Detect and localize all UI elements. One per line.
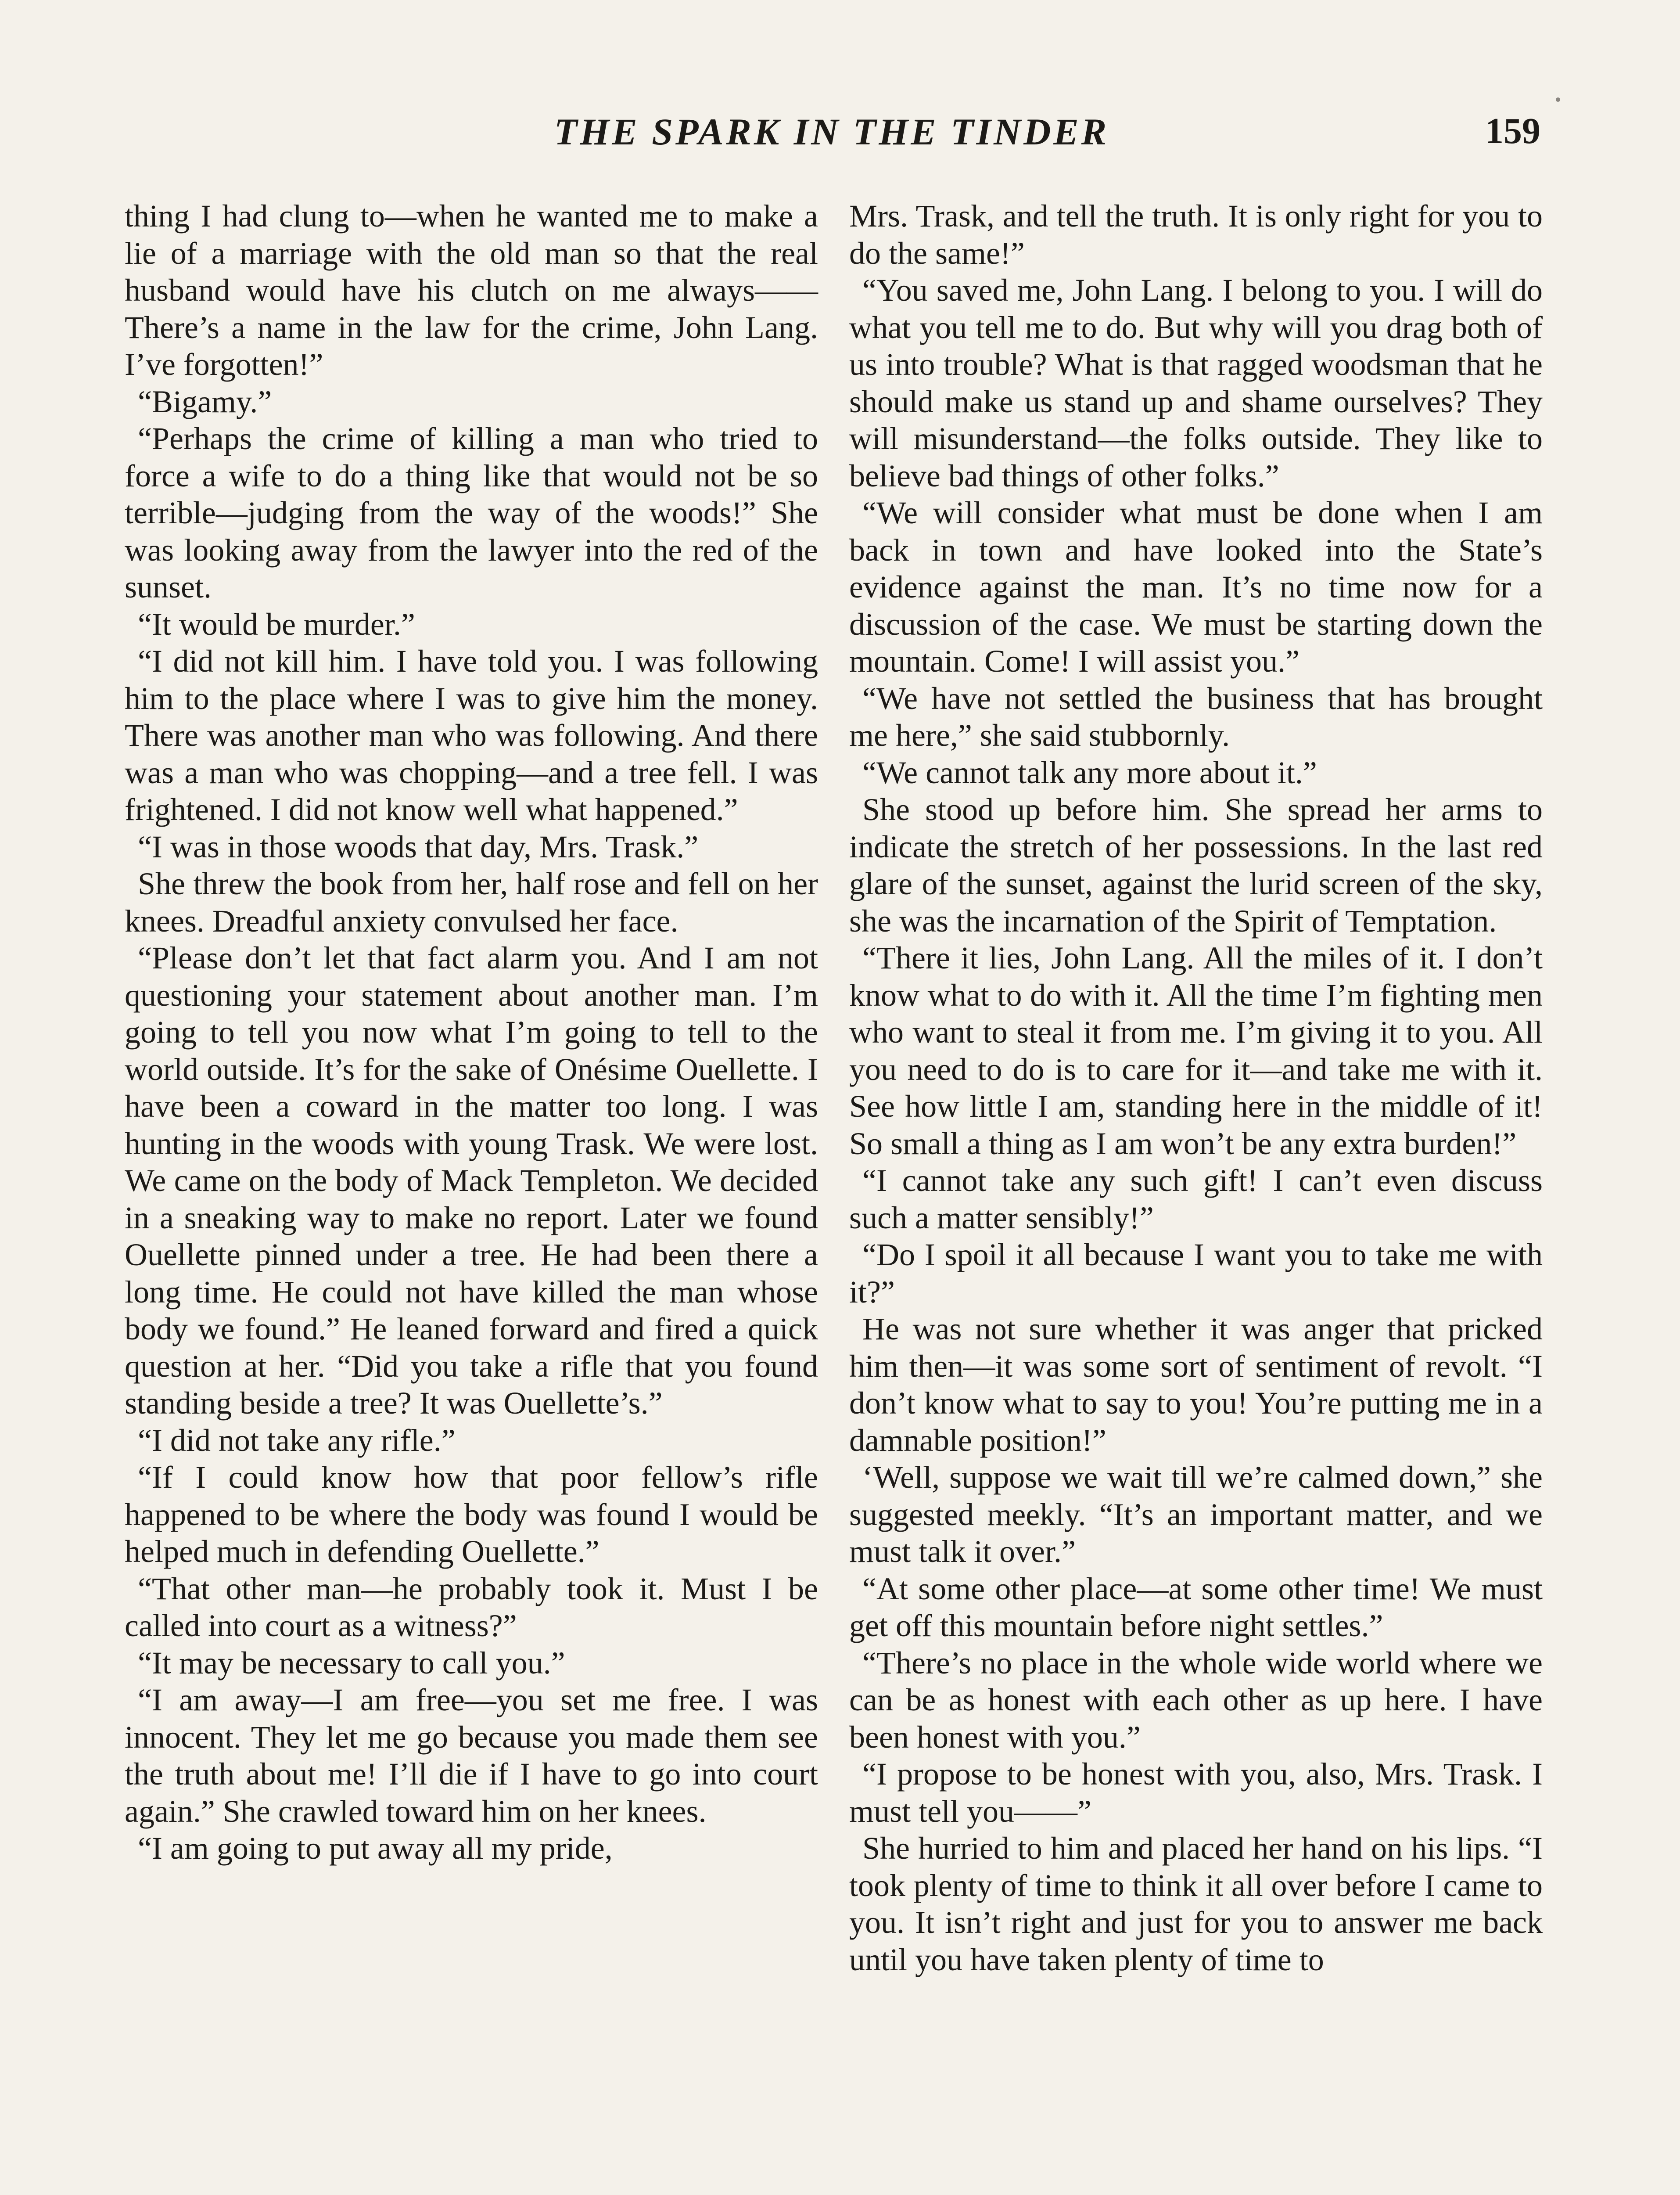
paragraph: Mrs. Trask, and tell the truth. It is only right for you to do the same!” — [849, 198, 1543, 271]
paragraph: “I am away—I am free—you set me free. I was innocent. They let me go because you made them see the truth about me! I’ll die if I have to go into court again.” She crawled toward him on her knees. — [125, 1682, 818, 1829]
paragraph: “Perhaps the crime of killing a man who tried to force a wife to do a thing like that would not be so terrible—judging from the way of the woods!” She was looking away from the lawyer into the red of the sunset. — [125, 421, 818, 605]
paragraph: “I did not kill him. I have told you. I was following him to the place where I was to give him the money. There was another man who was following. And there was a man who was chopping—and a tree fell. I was frightened. I did not know well what happened.” — [125, 644, 818, 827]
paragraph: “It would be murder.” — [138, 606, 415, 642]
paragraph: “There it lies, John Lang. All the miles of it. I don’t know what to do with it. All the time I’m fighting men who want to steal it from me. I’m giving it to you. All you need to do is to care for it—and take me with it. See how little I am, standing here in the middle of it! So small a thing as I am won’t be any extra burden!” — [849, 940, 1543, 1161]
paragraph: “I propose to be honest with you, also, Mrs. Trask. I must tell you——” — [849, 1756, 1543, 1829]
running-title: THE SPARK IN THE TINDER — [554, 111, 1109, 153]
paragraph: “At some other place—at some other time! We must get off this mountain before night settles.” — [849, 1571, 1543, 1643]
paragraph: “It may be necessary to call you.” — [138, 1645, 565, 1680]
left-column — [125, 198, 818, 1867]
paragraph: “You saved me, John Lang. I belong to you. I will do what you tell me to do. But why will you drag both of us into trouble? What is that ragged woodsman that he should make us stand up and shame ourselves? They will misunderstand—the folks outside. They like to believe bad things of other folks.” — [849, 273, 1543, 493]
right-column — [849, 198, 1543, 1978]
paragraph: He was not sure whether it was anger that pricked him then—it was some sort of sentiment of revolt. “I don’t know what to say to you! You’re putting me in a damnable position!” — [849, 1311, 1543, 1458]
paragraph: She hurried to him and placed her hand on his lips. “I took plenty of time to think it all over before I came to you. It isn’t right and just for you to answer me back until you have taken plenty of time to — [849, 1831, 1543, 1977]
paragraph: “Bigamy.” — [138, 384, 272, 419]
paragraph: “I am going to put away all my pride, — [138, 1831, 613, 1866]
paragraph: “There’s no place in the whole wide world where we can be as honest with each other as up here. I have been honest with you.” — [849, 1645, 1543, 1755]
paragraph: thing I had clung to—when he wanted me to make a lie of a marriage with the old man so that the real husband would have his clutch on me always—— There’s a name in the law for the crime, John Lang. I’ve forgotten!” — [125, 198, 818, 382]
paragraph: “I did not take any rifle.” — [138, 1422, 456, 1458]
page-number: 159 — [1485, 111, 1540, 151]
ink-speck — [1556, 97, 1560, 102]
paragraph: “That other man—he probably took it. Must I be called into court as a witness?” — [125, 1571, 818, 1643]
paragraph: “We will consider what must be done when I am back in town and have looked into the State’s evidence against the man. It’s no time now for a discussion of the case. We must be starting down the mountain. Come! I will assist you.” — [849, 495, 1543, 679]
paragraph: She threw the book from her, half rose and fell on her knees. Dreadful anxiety convulsed her face. — [125, 866, 818, 939]
paragraph: She stood up before him. She spread her arms to indicate the stretch of her possessions. In the last red glare of the sunset, against the lurid screen of the sky, she was the incarnation of the Spirit of Temptation. — [849, 792, 1543, 939]
paragraph: “We have not settled the business that has brought me here,” she said stubbornly. — [849, 680, 1543, 753]
paragraph: “I was in those woods that day, Mrs. Trask.” — [138, 829, 699, 864]
paragraph: “We cannot talk any more about it.” — [862, 755, 1317, 790]
paragraph: ‘Well, suppose we wait till we’re calmed down,” she suggested meekly. “It’s an important matter, and we must talk it over.” — [849, 1460, 1543, 1569]
paragraph: “If I could know how that poor fellow’s rifle happened to be where the body was found I would be helped much in defending Ouellette.” — [125, 1460, 818, 1569]
paragraph: “Do I spoil it all because I want you to take me with it?” — [849, 1237, 1543, 1310]
paragraph: “I cannot take any such gift! I can’t even discuss such a matter sensibly!” — [849, 1163, 1543, 1235]
paragraph: “Please don’t let that fact alarm you. And I am not questioning your statement about another man. I’m going to tell you now what I’m going to tell to the world outside. It’s for the sake of Onésime Ouellette. I have been a coward in the matter too long. I was hunting in the woods with young Trask. We were lost. We came on the body of Mack Templeton. We decided in a sneaking way to make no report. Later we found Ouellette pinned under a tree. He had been there a long time. He could not have killed the man whose body we found.” He leaned forward and fired a quick question at her. “Did you take a rifle that you found standing beside a tree? It was Ouellette’s.” — [125, 940, 818, 1421]
running-header — [123, 110, 1540, 171]
